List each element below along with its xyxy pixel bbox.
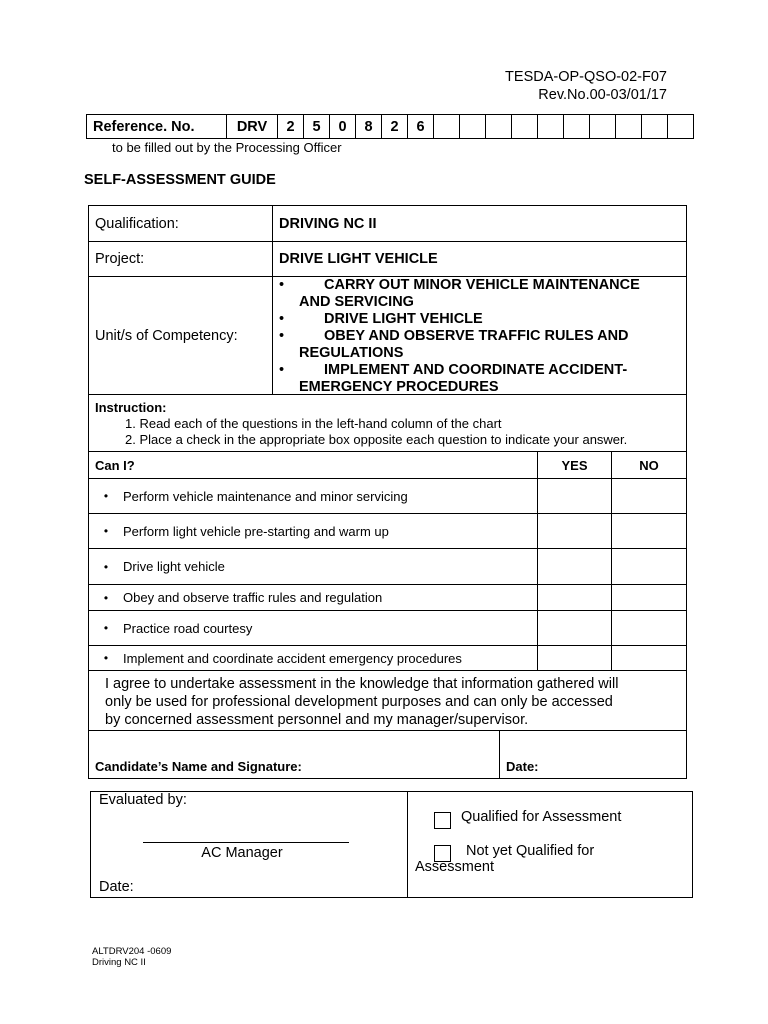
checklist-question: • Perform light vehicle pre-starting and warm up bbox=[89, 514, 538, 548]
qualification-value: DRIVING NC II bbox=[279, 215, 377, 232]
reference-digit[interactable] bbox=[616, 115, 642, 139]
unit-item: • OBEY AND OBSERVE TRAFFIC RULES AND REGULATIONS bbox=[279, 328, 629, 361]
instruction-step: 2. Place a check in the appropriate box opposite each question to indicate your answer. bbox=[125, 432, 628, 447]
evaluation-box bbox=[90, 791, 693, 898]
units-row bbox=[89, 277, 686, 395]
instruction-step: 1. Read each of the questions in the left-hand column of the chart bbox=[125, 416, 502, 431]
signature-row bbox=[89, 731, 686, 778]
evaluation-date-label: Date: bbox=[99, 879, 134, 895]
form-code: TESDA-OP-QSO-02-F07 bbox=[505, 69, 667, 85]
instruction-heading: Instruction: bbox=[95, 400, 167, 415]
guide-title: SELF-ASSESSMENT GUIDE bbox=[84, 172, 276, 188]
no-checkbox-cell[interactable] bbox=[612, 611, 686, 645]
unit-item: • CARRY OUT MINOR VEHICLE MAINTENANCE AND SERVICING bbox=[279, 277, 640, 310]
instruction-row bbox=[89, 395, 686, 452]
reference-digit[interactable]: 6 bbox=[408, 115, 434, 139]
checklist-row bbox=[89, 646, 686, 671]
reference-prefix: DRV bbox=[227, 115, 278, 139]
yes-checkbox-cell[interactable] bbox=[538, 479, 612, 513]
checklist-row bbox=[89, 611, 686, 646]
checklist-row bbox=[89, 479, 686, 514]
checklist-question: • Perform vehicle maintenance and minor servicing bbox=[89, 479, 538, 513]
reference-digit[interactable] bbox=[590, 115, 616, 139]
candidate-date-field[interactable]: Date: bbox=[506, 759, 539, 774]
checklist-row bbox=[89, 549, 686, 585]
reference-digit[interactable]: 2 bbox=[278, 115, 304, 139]
reference-digit[interactable] bbox=[564, 115, 590, 139]
no-checkbox-cell[interactable] bbox=[612, 549, 686, 584]
no-checkbox-cell[interactable] bbox=[612, 514, 686, 548]
yes-checkbox-cell[interactable] bbox=[538, 514, 612, 548]
checklist-row bbox=[89, 514, 686, 549]
footer bbox=[92, 946, 171, 968]
reference-digit[interactable] bbox=[642, 115, 668, 139]
unit-item: • DRIVE LIGHT VEHICLE bbox=[279, 311, 483, 327]
footer-code: ALTDRV204 -0609 bbox=[92, 946, 172, 957]
reference-digit[interactable] bbox=[668, 115, 694, 139]
no-checkbox-cell[interactable] bbox=[612, 585, 686, 610]
reference-digit[interactable]: 2 bbox=[382, 115, 408, 139]
yes-checkbox-cell[interactable] bbox=[538, 585, 612, 610]
yes-header: YES bbox=[538, 452, 612, 478]
self-assessment-form bbox=[88, 205, 687, 779]
checklist-question: • Practice road courtesy bbox=[89, 611, 538, 645]
reference-note: to be filled out by the Processing Officer bbox=[112, 140, 342, 155]
reference-number-table bbox=[86, 114, 694, 139]
qualification-label: Qualification: bbox=[89, 206, 273, 241]
checklist-question: • Drive light vehicle bbox=[89, 549, 538, 584]
reference-digit[interactable] bbox=[486, 115, 512, 139]
evaluator-section bbox=[91, 792, 408, 897]
qualified-checkbox[interactable] bbox=[434, 812, 451, 829]
no-checkbox-cell[interactable] bbox=[612, 479, 686, 513]
unit-item: • IMPLEMENT AND COORDINATE ACCIDENT- EMERGENCY PROCEDURES bbox=[279, 362, 628, 395]
qualification-row bbox=[89, 206, 686, 242]
agreement-text: I agree to undertake assessment in the knowledge that information gathered will only be used for professional development purposes and can only be accessed by concerned assessment personnel and my manager/supervisor. bbox=[105, 676, 619, 728]
not-qualified-label-cont: Assessment bbox=[415, 859, 494, 875]
qualified-label: Qualified for Assessment bbox=[461, 809, 622, 825]
footer-qualification: Driving NC II bbox=[92, 957, 146, 968]
no-checkbox-cell[interactable] bbox=[612, 646, 686, 670]
reference-digit[interactable]: 8 bbox=[356, 115, 382, 139]
reference-digit[interactable] bbox=[512, 115, 538, 139]
checklist-question: • Implement and coordinate accident emergency procedures bbox=[89, 646, 538, 670]
units-list bbox=[273, 277, 686, 394]
project-label: Project: bbox=[89, 242, 273, 276]
reference-digit[interactable]: 0 bbox=[330, 115, 356, 139]
project-value: DRIVE LIGHT VEHICLE bbox=[279, 251, 438, 267]
reference-digit[interactable]: 5 bbox=[304, 115, 330, 139]
reference-digit[interactable] bbox=[434, 115, 460, 139]
reference-digit[interactable] bbox=[538, 115, 564, 139]
checklist-question: • Obey and observe traffic rules and regulation bbox=[89, 585, 538, 610]
checklist-row bbox=[89, 585, 686, 611]
reference-label: Reference. No. bbox=[87, 115, 227, 139]
assessment-result-section bbox=[408, 792, 692, 897]
evaluated-by-label: Evaluated by: bbox=[99, 792, 187, 808]
signature-line[interactable] bbox=[143, 842, 349, 843]
revision-number: Rev.No.00-03/01/17 bbox=[538, 87, 667, 103]
form-code-block bbox=[505, 68, 667, 104]
reference-digit[interactable] bbox=[460, 115, 486, 139]
yes-checkbox-cell[interactable] bbox=[538, 611, 612, 645]
not-qualified-label: Not yet Qualified for bbox=[466, 843, 595, 859]
no-header: NO bbox=[639, 457, 659, 473]
yes-checkbox-cell[interactable] bbox=[538, 549, 612, 584]
can-i-header: Can I? bbox=[89, 452, 538, 478]
candidate-signature-field[interactable]: Candidate’s Name and Signature: bbox=[89, 731, 500, 778]
units-label: Unit/s of Competency: bbox=[89, 277, 273, 394]
project-row bbox=[89, 242, 686, 277]
instruction-block bbox=[89, 395, 633, 451]
ac-manager-label: AC Manager bbox=[201, 845, 283, 861]
checklist-header-row bbox=[89, 452, 686, 479]
agreement-row bbox=[89, 671, 686, 731]
yes-checkbox-cell[interactable] bbox=[538, 646, 612, 670]
